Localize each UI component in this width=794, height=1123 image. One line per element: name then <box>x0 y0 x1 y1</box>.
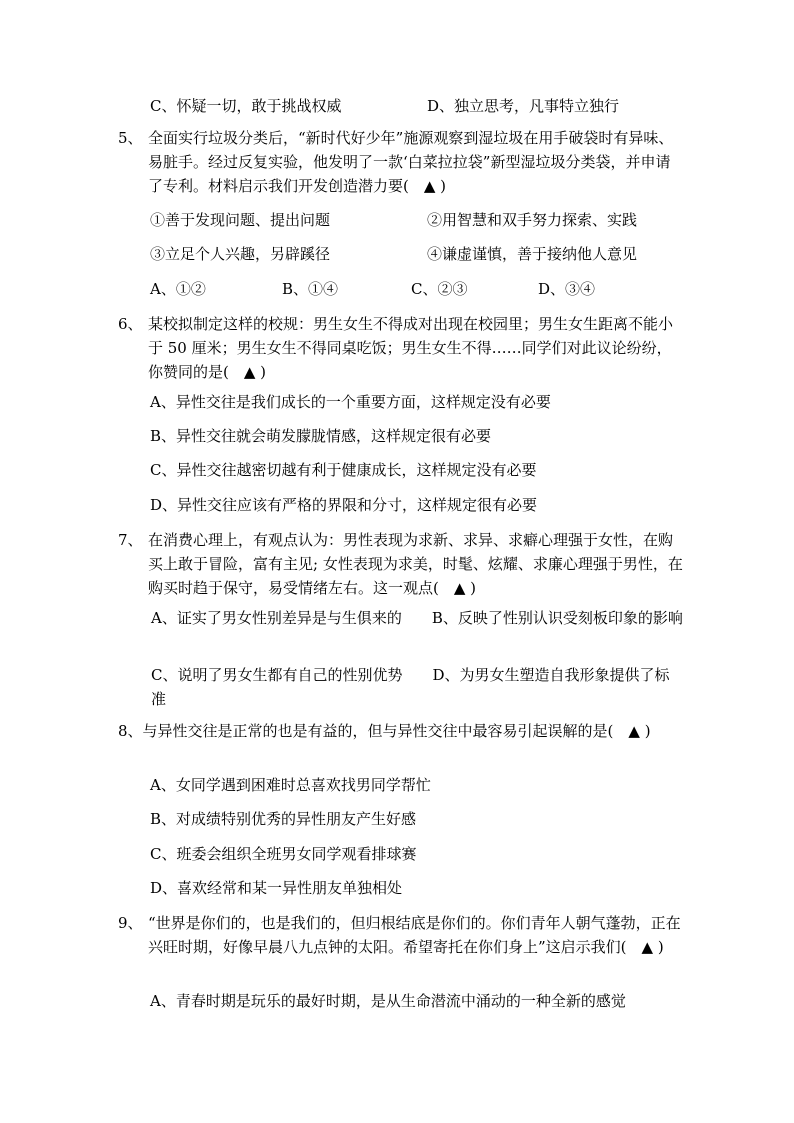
question-stem: 在消费心理上，有观点认为：男性表现为求新、求异、求癖心理强于女性，在购买上敢于冒险，富有主见; 女性表现为求美，时髦、炫耀、求廉心理强于男性，在购买时趋于保守，易受情绪左右。这一观点( ▲ ) <box>148 531 683 597</box>
q4-option-c: C、怀疑一切，敢于挑战权威 <box>150 97 342 115</box>
question-6 <box>118 312 684 384</box>
q7-options-cd <box>118 663 684 711</box>
q5-choice-b: B、①④ <box>282 280 339 298</box>
q4-option-d: D、独立思考，凡事特立独行 <box>427 97 620 115</box>
question-9 <box>118 911 684 959</box>
question-7 <box>118 528 684 600</box>
q7-options-cd-text: C、说明了男女生都有自己的性别优势 D、为男女生塑造自我形象提供了标准 <box>151 666 670 708</box>
question-stem: 8、与异性交往是正常的也是有益的，但与异性交往中最容易引起误解的是( ▲ ) <box>118 722 651 740</box>
q9-option-a: A、青春时期是玩乐的最好时期，是从生命潜流中涌动的一种全新的感觉 <box>150 992 626 1010</box>
q5-item-3: ③立足个人兴趣，另辟蹊径 <box>150 245 331 263</box>
q8-option-b: B、对成绩特别优秀的异性朋友产生好感 <box>150 810 417 828</box>
q5-choice-a: A、①② <box>150 280 206 298</box>
question-number: 6、 <box>118 315 143 333</box>
q8-option-a: A、女同学遇到困难时总喜欢找男同学帮忙 <box>150 776 431 794</box>
q5-item-4: ④谦虚谨慎，善于接纳他人意见 <box>427 245 638 263</box>
q6-option-a: A、异性交往是我们成长的一个重要方面，这样规定没有必要 <box>150 393 551 411</box>
question-number: 9、 <box>118 914 143 932</box>
question-number: 5、 <box>118 129 143 147</box>
q6-option-b: B、异性交往就会萌发朦胧情感，这样规定很有必要 <box>150 427 492 445</box>
question-stem: 某校拟制定这样的校规：男生女生不得成对出现在校园里；男生女生距离不能小于 50 厘米；男生女生不得同桌吃饭；男生女生不得……同学们对此议论纷纷，你赞同的是( ▲ ) <box>148 315 674 381</box>
q5-item-1: ①善于发现问题、提出问题 <box>150 211 331 229</box>
q7-options-ab <box>118 606 684 630</box>
question-stem: 全面实行垃圾分类后，“新时代好少年”施源观察到湿垃圾在用手破袋时有异味、易脏手。经过反复实验，他发明了一款‘白菜拉拉袋”新型湿垃圾分类袋，并申请了专利。材料启示我们开发创造潜力要( ▲ ) <box>148 129 674 195</box>
q7-options-ab-text: A、证实了男女性别差异是与生俱来的 B、反映了性别认识受刻板印象的影响 <box>151 609 683 627</box>
q5-choice-c: C、②③ <box>411 280 468 298</box>
q8-option-c: C、班委会组织全班男女同学观看排球赛 <box>150 845 417 863</box>
question-5 <box>118 126 684 198</box>
question-number: 7、 <box>118 531 143 549</box>
q5-choice-d: D、③④ <box>538 280 596 298</box>
question-stem: “世界是你们的，也是我们的，但归根结底是你们的。你们青年人朝气蓬勃，正在兴旺时期，好像早晨八九点钟的太阳。希望寄托在你们身上”这启示我们( ▲ ) <box>148 914 681 956</box>
q5-item-2: ②用智慧和双手努力探索、实践 <box>427 211 638 229</box>
q8-option-d: D、喜欢经常和某一异性朋友单独相处 <box>150 879 403 897</box>
q6-option-d: D、异性交往应该有严格的界限和分寸，这样规定很有必要 <box>150 496 538 514</box>
question-8 <box>118 719 684 743</box>
q6-option-c: C、异性交往越密切越有利于健康成长，这样规定没有必要 <box>150 461 537 479</box>
question-number: 8、 <box>118 722 143 740</box>
